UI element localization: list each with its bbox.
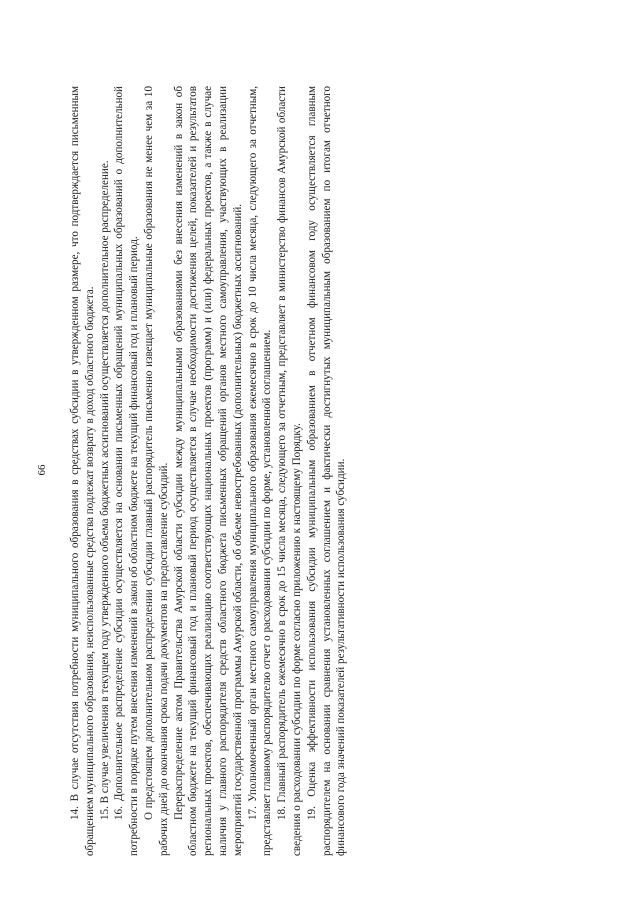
paragraph-19: 19. Оценка эффективности использования субсидии муниципальным образованием в отчетном финансовом году осуществляется главным распорядителем на основании сравнения установленных соглашением и фактически достигнутых муниципальным образованием по итогам отчетного финансового года значений показателей результативности использования субсидии. <box>305 86 348 856</box>
paragraph-16: 16. Дополнительное распределение субсидии осуществляется на основании письменных обращений муниципальных образований о дополнительной потребности в порядке путем внесения изменений в закон об областном бюджете на текущий финансовый год и плановый период. <box>113 86 141 856</box>
paragraph-14: 14. В случае отсутствия потребности муниципального образования в средствах субсидии в утвержденном размере, что подтверждается письменным обращением муниципального образования, неиспользованные средства подлежат возврату в доход областного бюджета. <box>69 86 96 856</box>
paragraph-17: 17. Уполномоченный орган местного самоуправления муниципального образования ежемесячно в срок до 10 числа месяца, следующего за отчетным, представляет главному распорядителю отчет о расходовании субсидии по форме, установленной соглашением. <box>246 86 274 856</box>
rotated-page-content <box>14 50 514 890</box>
paragraph-18: 18. Главный распорядитель ежемесячно в срок до 15 числа месяца, следующего за отчетным, представляет в министерство финансов Амурской области сведения о расходовании субсидии по форме согласно приложению к настоящему Порядку. <box>276 86 303 856</box>
document-body <box>68 86 349 856</box>
paragraph-16-redistribution: Перераспределение актом Правительства Амурской области субсидии между муниципальными образованиями без внесения изменений в закон об областном бюджете на текущий финансовый год и плановый период осуществляется в случае необходимости достижения целей, показателей и результатов региональных проектов, обеспечивающих реализацию соответствующих национальных проектов (программ) и (или) федеральных проектов, а также в случае наличия у главного распорядителя средств областного бюджета письменных обращений органов местного самоуправления, участвующих в реализации мероприятий государственной программы Амурской области, об объеме невостребованных (дополнительных) бюджетных ассигнований. <box>172 86 244 856</box>
paragraph-15: 15. В случае увеличения в текущем году утвержденного объема бюджетных ассигнований осуществляется дополнительное распределение. <box>98 160 111 820</box>
page-number: 66 <box>36 464 48 476</box>
paragraph-16-notice: О предстоящем дополнительном распределении субсидии главный распорядитель письменно извещает муниципальные образования не менее чем за 10 рабочих дней до окончания срока подачи документов на предоставление субсидий. <box>142 86 170 856</box>
